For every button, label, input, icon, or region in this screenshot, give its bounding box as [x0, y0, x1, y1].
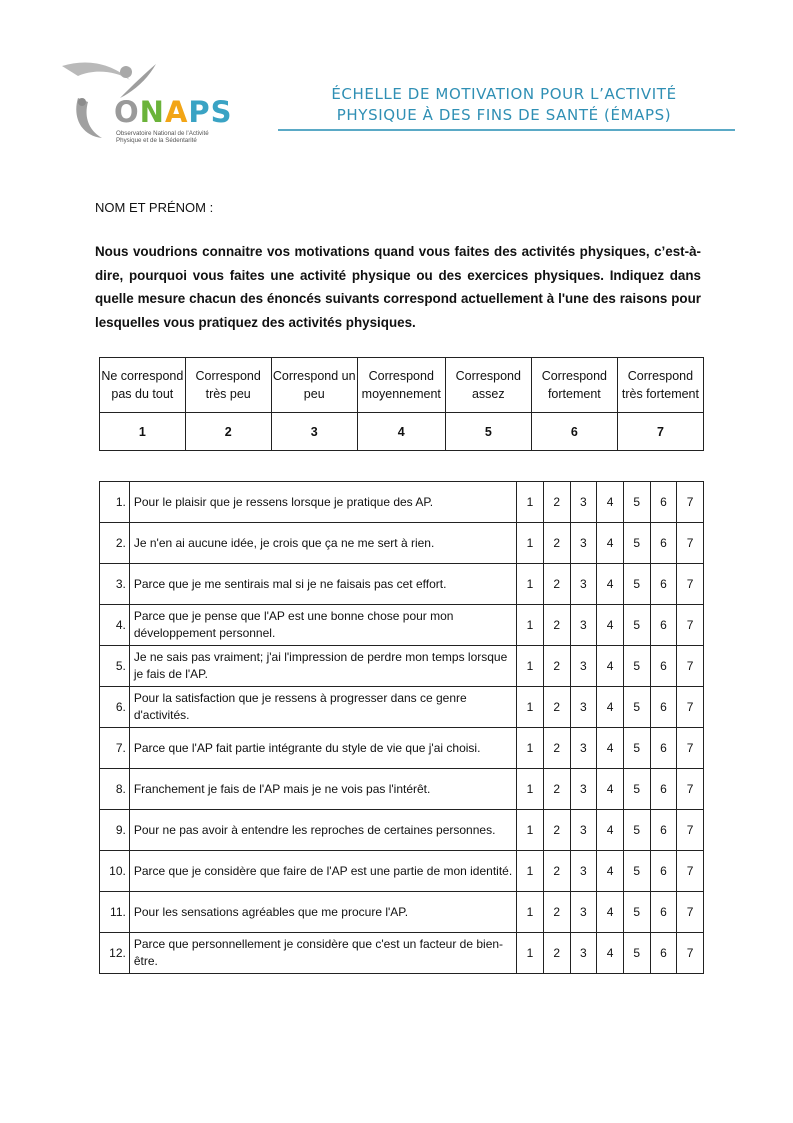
table-row	[100, 523, 704, 564]
item-number: 1.	[100, 482, 130, 523]
rating-option-2[interactable]: 2	[543, 605, 570, 646]
rating-option-6[interactable]: 6	[650, 810, 677, 851]
title-underline	[278, 129, 735, 131]
rating-option-5[interactable]: 5	[623, 646, 650, 687]
rating-option-1[interactable]: 1	[517, 892, 544, 933]
rating-option-5[interactable]: 5	[623, 810, 650, 851]
rating-option-5[interactable]: 5	[623, 482, 650, 523]
logo-wordmark: ONAPS	[114, 95, 233, 129]
rating-option-5[interactable]: 5	[623, 728, 650, 769]
item-statement: Parce que je considère que faire de l'AP est une partie de mon identité.	[129, 851, 516, 892]
rating-option-3[interactable]: 3	[570, 646, 597, 687]
rating-option-4[interactable]: 4	[597, 810, 624, 851]
rating-option-3[interactable]: 3	[570, 728, 597, 769]
table-row	[100, 769, 704, 810]
rating-option-7[interactable]: 7	[677, 810, 704, 851]
item-number: 3.	[100, 564, 130, 605]
rating-option-7[interactable]: 7	[677, 605, 704, 646]
rating-option-5[interactable]: 5	[623, 564, 650, 605]
rating-option-6[interactable]: 6	[650, 933, 677, 974]
rating-option-7[interactable]: 7	[677, 851, 704, 892]
rating-option-4[interactable]: 4	[597, 482, 624, 523]
scale-labels-row	[100, 358, 704, 413]
rating-option-2[interactable]: 2	[543, 482, 570, 523]
scale-label: Ne correspond pas du tout	[100, 358, 186, 413]
rating-option-7[interactable]: 7	[677, 482, 704, 523]
rating-option-6[interactable]: 6	[650, 564, 677, 605]
rating-option-5[interactable]: 5	[623, 892, 650, 933]
rating-option-3[interactable]: 3	[570, 769, 597, 810]
rating-option-5[interactable]: 5	[623, 605, 650, 646]
scale-label: Correspond un peu	[271, 358, 357, 413]
rating-option-7[interactable]: 7	[677, 728, 704, 769]
item-number: 6.	[100, 687, 130, 728]
rating-option-4[interactable]: 4	[597, 523, 624, 564]
rating-option-7[interactable]: 7	[677, 523, 704, 564]
table-row	[100, 933, 704, 974]
rating-option-1[interactable]: 1	[517, 646, 544, 687]
rating-option-6[interactable]: 6	[650, 769, 677, 810]
rating-option-7[interactable]: 7	[677, 564, 704, 605]
scale-number: 3	[271, 413, 357, 451]
item-statement: Parce que je pense que l'AP est une bonne chose pour mon développement personnel.	[129, 605, 516, 646]
rating-option-3[interactable]: 3	[570, 892, 597, 933]
rating-option-7[interactable]: 7	[677, 933, 704, 974]
item-number: 10.	[100, 851, 130, 892]
rating-option-5[interactable]: 5	[623, 851, 650, 892]
rating-option-2[interactable]: 2	[543, 687, 570, 728]
scale-number: 5	[445, 413, 531, 451]
rating-option-6[interactable]: 6	[650, 646, 677, 687]
table-row	[100, 810, 704, 851]
rating-option-6[interactable]: 6	[650, 605, 677, 646]
rating-option-7[interactable]: 7	[677, 769, 704, 810]
rating-option-2[interactable]: 2	[543, 769, 570, 810]
item-statement: Parce que je me sentirais mal si je ne faisais pas cet effort.	[129, 564, 516, 605]
name-label: NOM ET PRÉNOM :	[95, 200, 214, 215]
rating-option-3[interactable]: 3	[570, 564, 597, 605]
rating-option-5[interactable]: 5	[623, 687, 650, 728]
rating-option-1[interactable]: 1	[517, 728, 544, 769]
item-statement: Parce que personnellement je considère que c'est un facteur de bien-être.	[129, 933, 516, 974]
rating-option-1[interactable]: 1	[517, 605, 544, 646]
scale-number: 6	[531, 413, 617, 451]
rating-option-6[interactable]: 6	[650, 728, 677, 769]
item-number: 7.	[100, 728, 130, 769]
rating-option-1[interactable]: 1	[517, 687, 544, 728]
rating-option-1[interactable]: 1	[517, 769, 544, 810]
scale-label: Correspond fortement	[531, 358, 617, 413]
rating-option-2[interactable]: 2	[543, 523, 570, 564]
scale-label: Correspond moyennement	[357, 358, 445, 413]
table-row	[100, 851, 704, 892]
item-number: 4.	[100, 605, 130, 646]
scale-number: 1	[100, 413, 186, 451]
item-statement: Pour la satisfaction que je ressens à progresser dans ce genre d'activités.	[129, 687, 516, 728]
rating-option-6[interactable]: 6	[650, 851, 677, 892]
rating-option-2[interactable]: 2	[543, 646, 570, 687]
rating-option-1[interactable]: 1	[517, 523, 544, 564]
rating-option-5[interactable]: 5	[623, 769, 650, 810]
table-row	[100, 687, 704, 728]
rating-option-4[interactable]: 4	[597, 892, 624, 933]
rating-option-5[interactable]: 5	[623, 933, 650, 974]
scale-number: 4	[357, 413, 445, 451]
rating-option-6[interactable]: 6	[650, 523, 677, 564]
rating-option-3[interactable]: 3	[570, 605, 597, 646]
item-statement: Parce que l'AP fait partie intégrante du style de vie que j'ai choisi.	[129, 728, 516, 769]
rating-option-2[interactable]: 2	[543, 810, 570, 851]
scale-label: Correspond assez	[445, 358, 531, 413]
scale-numbers-row	[100, 413, 704, 451]
rating-option-4[interactable]: 4	[597, 687, 624, 728]
scale-number: 2	[185, 413, 271, 451]
scale-legend-table	[99, 357, 704, 451]
rating-option-3[interactable]: 3	[570, 851, 597, 892]
table-row	[100, 892, 704, 933]
rating-option-2[interactable]: 2	[543, 728, 570, 769]
rating-option-7[interactable]: 7	[677, 892, 704, 933]
rating-option-4[interactable]: 4	[597, 646, 624, 687]
rating-option-4[interactable]: 4	[597, 769, 624, 810]
item-number: 11.	[100, 892, 130, 933]
rating-option-3[interactable]: 3	[570, 810, 597, 851]
rating-option-7[interactable]: 7	[677, 646, 704, 687]
item-statement: Franchement je fais de l'AP mais je ne vois pas l'intérêt.	[129, 769, 516, 810]
table-row	[100, 605, 704, 646]
rating-option-6[interactable]: 6	[650, 482, 677, 523]
rating-option-2[interactable]: 2	[543, 892, 570, 933]
scale-number: 7	[617, 413, 703, 451]
table-row	[100, 728, 704, 769]
item-number: 9.	[100, 810, 130, 851]
rating-option-6[interactable]: 6	[650, 687, 677, 728]
item-number: 5.	[100, 646, 130, 687]
rating-option-1[interactable]: 1	[517, 933, 544, 974]
item-statement: Pour les sensations agréables que me procure l'AP.	[129, 892, 516, 933]
rating-option-5[interactable]: 5	[623, 523, 650, 564]
rating-option-4[interactable]: 4	[597, 933, 624, 974]
rating-option-3[interactable]: 3	[570, 687, 597, 728]
item-statement: Pour ne pas avoir à entendre les reproches de certaines personnes.	[129, 810, 516, 851]
logo-subtitle: Observatoire National de l'Activité Physique et de la Sédentarité	[116, 130, 209, 144]
rating-option-1[interactable]: 1	[517, 564, 544, 605]
item-statement: Je ne sais pas vraiment; j'ai l'impression de perdre mon temps lorsque je fais de l'AP.	[129, 646, 516, 687]
rating-option-2[interactable]: 2	[543, 851, 570, 892]
rating-option-1[interactable]: 1	[517, 851, 544, 892]
table-row	[100, 646, 704, 687]
item-number: 12.	[100, 933, 130, 974]
rating-option-4[interactable]: 4	[597, 728, 624, 769]
rating-option-6[interactable]: 6	[650, 892, 677, 933]
rating-option-4[interactable]: 4	[597, 851, 624, 892]
onaps-logo	[58, 58, 258, 153]
item-statement: Je n'en ai aucune idée, je crois que ça ne me sert à rien.	[129, 523, 516, 564]
rating-option-4[interactable]: 4	[597, 605, 624, 646]
rating-option-2[interactable]: 2	[543, 933, 570, 974]
rating-option-3[interactable]: 3	[570, 933, 597, 974]
rating-option-1[interactable]: 1	[517, 482, 544, 523]
scale-label: Correspond très peu	[185, 358, 271, 413]
questionnaire-table	[99, 481, 704, 974]
item-number: 2.	[100, 523, 130, 564]
document-title: ÉCHELLE DE MOTIVATION POUR L’ACTIVITÉ PHYSIQUE À DES FINS DE SANTÉ (ÉMAPS)	[331, 85, 677, 124]
rating-option-1[interactable]: 1	[517, 810, 544, 851]
instructions-paragraph: Nous voudrions connaitre vos motivations quand vous faites des activités physiques, c’est-à-dire, pourquoi vous faites une activité physique ou des exercices physiques. Indiquez dans quelle mesure chacun des énoncés suivants correspond actuellement à l'une des raisons pour lesquelles vous pratiquez des activités physiques.	[95, 244, 701, 330]
rating-option-4[interactable]: 4	[597, 564, 624, 605]
item-statement: Pour le plaisir que je ressens lorsque je pratique des AP.	[129, 482, 516, 523]
rating-option-2[interactable]: 2	[543, 564, 570, 605]
rating-option-3[interactable]: 3	[570, 482, 597, 523]
table-row	[100, 482, 704, 523]
rating-option-3[interactable]: 3	[570, 523, 597, 564]
rating-option-7[interactable]: 7	[677, 687, 704, 728]
scale-label: Correspond très fortement	[617, 358, 703, 413]
item-number: 8.	[100, 769, 130, 810]
table-row	[100, 564, 704, 605]
